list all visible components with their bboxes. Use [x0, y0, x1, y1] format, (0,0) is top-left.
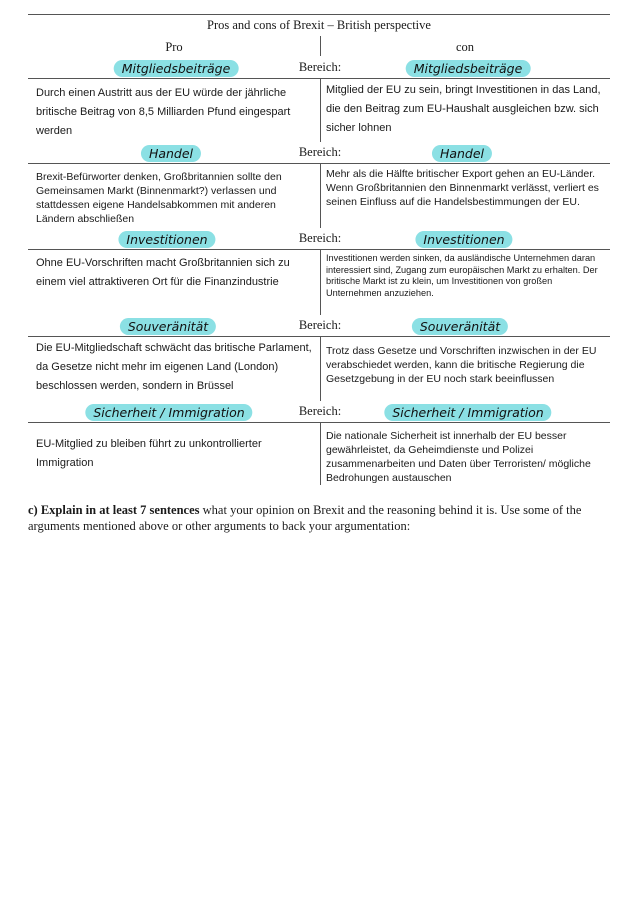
con-argument: Die nationale Sicherheit ist innerhalb der EU besser gewährleistet, da Geheimdienste und Polizei zusammenarbeiten und Daten über Terroristen/ mögliche Bedrohungen austauschen — [326, 430, 591, 484]
topic-con-highlight: Mitgliedsbeiträge — [406, 60, 531, 77]
section-souveraenitaet — [28, 316, 610, 392]
con-argument: Mitglied der EU zu sein, bringt Investitionen in das Land, die den Beitrag zum EU-Haushalt ausgleichen bzw. sich sicher lohnen — [326, 84, 601, 134]
top-rule — [28, 14, 610, 15]
section-header — [28, 58, 610, 78]
section-sicherheit-immigration — [28, 402, 610, 484]
column-divider — [320, 79, 321, 142]
topic-pro-highlight: Souveränität — [120, 318, 216, 335]
pro-argument: Die EU-Mitgliedschaft schwächt das britische Parlament, da Gesetze nicht mehr im eigenen Land (London) beschlossen werden, sondern in Brüssel — [36, 342, 312, 392]
bereich-label: Bereich: — [298, 145, 342, 159]
column-divider — [320, 423, 321, 485]
bereich-label: Bereich: — [298, 318, 342, 332]
topic-con-highlight: Investitionen — [415, 231, 512, 248]
topic-pro-highlight: Sicherheit / Immigration — [85, 404, 252, 421]
con-argument: Mehr als die Hälfte britischer Export gehen an EU-Länder. Wenn Großbritannien den Binnenmarkt verlässt, verliert es seinen Einfluss auf die Handelsbestimmungen der EU. — [326, 168, 599, 208]
bereich-label: Bereich: — [298, 231, 342, 245]
section-body — [28, 423, 610, 485]
con-column-heading: con — [455, 40, 475, 54]
section-body — [28, 164, 610, 228]
section-investitionen — [28, 229, 610, 298]
pro-argument: EU-Mitglied zu bleiben führt zu unkontrollierter Immigration — [36, 438, 262, 469]
topic-pro-highlight: Handel — [141, 145, 201, 162]
pro-argument: Ohne EU-Vorschriften macht Großbritannien sich zu einem viel attraktiveren Ort für die Finanzindustrie — [36, 257, 290, 288]
section-handel — [28, 143, 610, 225]
topic-con-highlight: Handel — [432, 145, 492, 162]
section-body — [28, 337, 610, 401]
section-header — [28, 143, 610, 163]
section-body — [28, 79, 610, 142]
pro-column-heading: Pro — [165, 40, 183, 54]
bereich-label: Bereich: — [298, 404, 342, 418]
con-argument: Trotz dass Gesetze und Vorschriften inzwischen in der EU verabschiedet werden, kann die britische Regierung die Gesetzgebung in der EU noch stark beeinflussen — [326, 345, 597, 385]
con-argument: Investitionen werden sinken, da ausländische Unternehmen daran interessiert sind, Zugang zum europäischen Markt zu erhalten. Der britische Markt ist zu klein, um Investitionen von großen Unternehmen anzuziehen. — [326, 253, 598, 298]
column-divider — [320, 250, 321, 315]
page-title: Pros and cons of Brexit – British perspective — [207, 18, 431, 32]
task-prompt-bold: c) Explain in at least 7 sentences — [28, 503, 200, 517]
topic-con-highlight: Souveränität — [412, 318, 508, 335]
section-header — [28, 316, 610, 336]
section-header — [28, 402, 610, 422]
task-prompt — [28, 502, 610, 534]
section-header — [28, 229, 610, 249]
column-divider — [320, 337, 321, 401]
topic-pro-highlight: Mitgliedsbeiträge — [114, 60, 239, 77]
bereich-label: Bereich: — [298, 60, 342, 74]
pro-argument: Durch einen Austritt aus der EU würde der jährliche britische Beitrag von 8,5 Milliarden Pfund eingespart werden — [36, 87, 291, 137]
column-divider — [320, 164, 321, 228]
section-body — [28, 250, 610, 315]
section-mitgliedsbeitraege — [28, 58, 610, 137]
pro-argument: Brexit-Befürworter denken, Großbritannien sollte den Gemeinsamen Markt (Binnenmarkt?) verlassen und stattdessen eigene Handelsabkommen mit anderen Ländern abschließen — [36, 171, 282, 225]
topic-pro-highlight: Investitionen — [118, 231, 215, 248]
task-prompt-text: what your opinion on Brexit and the reasoning behind it is. Use some of the arguments mentioned above or other arguments to back your argumentation: — [28, 503, 582, 533]
topic-con-highlight: Sicherheit / Immigration — [384, 404, 551, 421]
